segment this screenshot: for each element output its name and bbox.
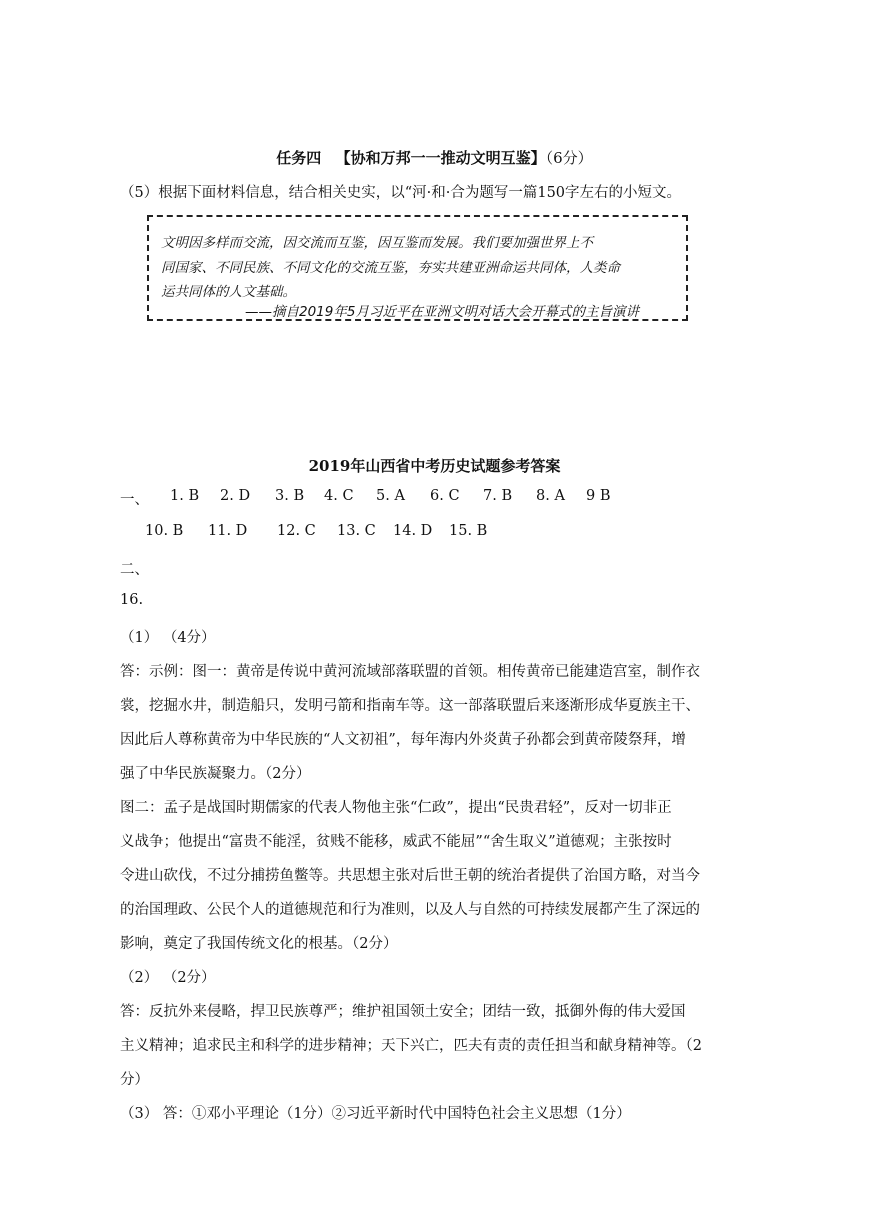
task-title-theme: 【协和万邦一一推动文明互鉴】 [335,149,546,167]
mc-answer: 15. B [449,523,488,539]
part-1-line: 义战争；他提出“富贵不能淫，贫贱不能移，威武不能屈”“舍生取义”道德观；主张按时 [120,834,672,850]
quote-line: 文明因多样而交流，因交流而互鉴，因互鉴而发展。我们要加强世界上不 [161,235,593,251]
task-title-score: （6分） [545,149,593,167]
mc-answer: 11. D [208,523,248,539]
quote-line: 运共同体的人文基础。 [161,284,296,300]
mc-answer: 13. C [337,523,376,539]
part-1-line: 影响，奠定了我国传统文化的根基。（2分） [120,936,398,952]
task-title [0,147,869,168]
mc-answer: 1. B [170,488,200,504]
mc-answer: 12. C [277,523,316,539]
part-1-label: （1） （4分） [120,630,216,646]
question-16-label: 16. [120,592,144,608]
part-1-line: 的治国理政、公民个人的道德规范和行为准则，以及人与自然的可持续发展都产生了深远的 [120,902,700,918]
question-5: （5）根据下面材料信息，结合相关史实，以“河·和·合为题写一篇150字左右的小短文。 [120,185,682,201]
mc-answer: 7. B [483,488,513,504]
quote-box [147,215,688,321]
mc-answer: 2. D [220,488,251,504]
mc-answer: 10. B [145,523,184,539]
quote-source: ——摘自2019年5月习近平在亚洲文明对话大会开幕式的主旨演讲 [245,304,639,320]
part-1-line: 答：示例：图一：黄帝是传说中黄河流域部落联盟的首领。相传黄帝已能建造宫室，制作衣 [120,664,700,680]
mc-answer: 9 B [586,488,611,504]
part-2-line: 分） [120,1072,149,1088]
section-2-label: 二、 [120,562,149,578]
part-1-line: 因此后人尊称黄帝为中华民族的“人文初祖”，每年海内外炎黄子孙都会到黄帝陵祭拜，增 [120,732,686,748]
mc-answer: 4. C [324,488,354,504]
part-1-line: 令进山砍伐，不过分捕捞鱼鳖等。共思想主张对后世王朝的统治者提供了治国方略，对当今 [120,868,700,884]
part-1-line: 图二：孟子是战国时期儒家的代表人物他主张“仁政”，提出“民贵君轻”，反对一切非正 [120,800,672,816]
mc-answer: 5. A [376,488,405,504]
section-1-label: 一、 [120,492,149,508]
mc-answer: 6. C [430,488,460,504]
task-title-number: 任务四 [276,149,322,167]
mc-answers-row-1 [120,488,740,508]
quote-line: 同国家、不同民族、不同文化的交流互鉴，夯实共建亚洲命运共同体，人类命 [161,260,620,276]
mc-answers-row-2 [145,523,565,543]
part-2-line: 主义精神；追求民主和科学的进步精神；天下兴亡，匹夫有责的责任担当和献身精神等。（2 [120,1038,702,1054]
part-2-line: 答：反抗外来侵略，捍卫民族尊严；维护祖国领土安全；团结一致，抵御外侮的伟大爱国 [120,1004,686,1020]
part-2-label: （2） （2分） [120,970,216,986]
mc-answer: 8. A [536,488,565,504]
answer-title: 2019年山西省中考历史试题参考答案 [308,457,561,475]
part-1-line: 强了中华民族凝聚力。（2分） [120,766,311,782]
part-3-line: （3） 答：①邓小平理论（1分）②习近平新时代中国特色社会主义思想（1分） [120,1106,631,1122]
mc-answer: 14. D [393,523,433,539]
part-1-line: 裳，挖掘水井，制造船只，发明弓箭和指南车等。这一部落联盟后来逐渐形成华夏族主干、 [120,698,700,714]
mc-answer: 3. B [275,488,305,504]
